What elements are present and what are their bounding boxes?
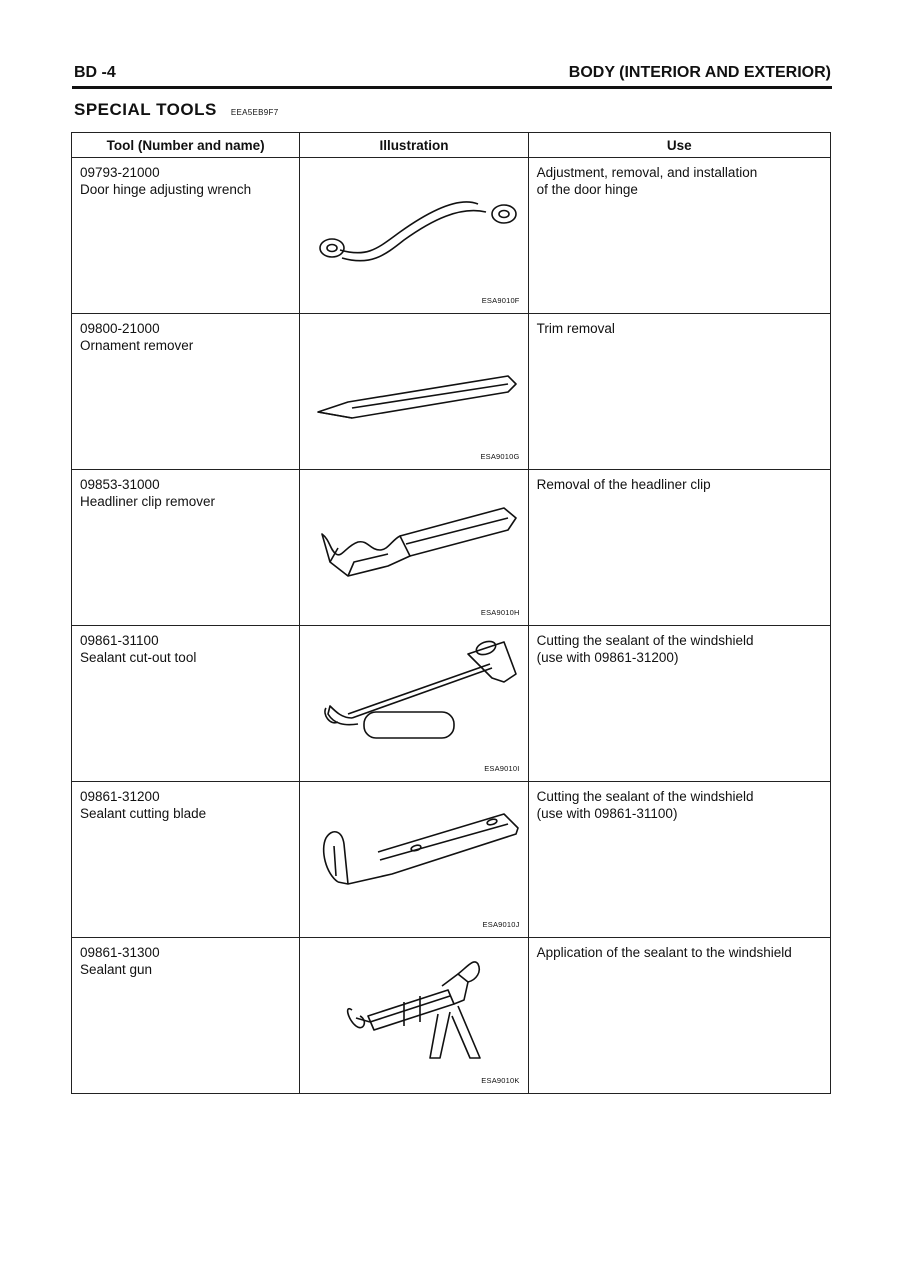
tool-use-line-1: Trim removal [536, 321, 615, 336]
table-row [72, 470, 831, 626]
figure-code: ESA9010I [484, 764, 520, 773]
table-row [72, 314, 831, 470]
tool-use-line-2: of the door hinge [536, 182, 638, 197]
chapter-title: BODY (INTERIOR AND EXTERIOR) [568, 64, 831, 81]
page-number: BD -4 [74, 64, 116, 81]
figure-code: ESA9010G [480, 452, 520, 461]
tool-use-line-1: Adjustment, removal, and installation [536, 165, 758, 180]
section-code: EEA5EB9F7 [230, 108, 279, 117]
figure-code: ESA9010J [482, 920, 520, 929]
header-use: Use [528, 133, 830, 158]
tool-name: Ornament remover [80, 338, 194, 353]
tool-number: 09861-31100 [80, 633, 159, 648]
sealant-cutting-blade-icon [308, 790, 520, 920]
tool-use-line-1: Removal of the headliner clip [536, 477, 711, 492]
table-row [72, 938, 831, 1094]
table-row [72, 782, 831, 938]
header-tool: Tool (Number and name) [72, 133, 300, 158]
tool-name: Sealant gun [80, 962, 153, 977]
tool-use-line-1: Cutting the sealant of the windshield [536, 789, 754, 804]
sealant-cutout-tool-icon [308, 634, 520, 764]
figure-code: ESA9010K [481, 1076, 520, 1085]
tool-number: 09800-21000 [80, 321, 160, 336]
header-rule [72, 86, 832, 89]
special-tools-table [71, 132, 831, 1094]
tool-name: Sealant cut-out tool [80, 650, 197, 665]
tool-use-line-1: Cutting the sealant of the windshield [536, 633, 754, 648]
table-row [72, 158, 831, 314]
headliner-clip-remover-icon [308, 478, 520, 608]
tool-number: 09861-31200 [80, 789, 160, 804]
table-row [72, 626, 831, 782]
figure-code: ESA9010F [481, 296, 520, 305]
tool-name: Door hinge adjusting wrench [80, 182, 252, 197]
section-title-text: SPECIAL TOOLS [74, 100, 217, 119]
tool-use-line-2: (use with 09861-31100) [536, 806, 678, 821]
door-hinge-wrench-icon [308, 166, 520, 296]
sealant-gun-icon [308, 946, 520, 1076]
header-illustration: Illustration [300, 133, 528, 158]
ornament-remover-icon [308, 322, 520, 452]
tool-use-line-1: Application of the sealant to the windshield [536, 945, 792, 960]
table-header-row [72, 133, 831, 158]
figure-code: ESA9010H [480, 608, 520, 617]
section-title [74, 100, 278, 120]
tool-use-line-2: (use with 09861-31200) [536, 650, 679, 665]
tool-name: Headliner clip remover [80, 494, 216, 509]
tool-number: 09861-31300 [80, 945, 160, 960]
tool-number: 09793-21000 [80, 165, 160, 180]
tool-number: 09853-31000 [80, 477, 160, 492]
tool-name: Sealant cutting blade [80, 806, 207, 821]
